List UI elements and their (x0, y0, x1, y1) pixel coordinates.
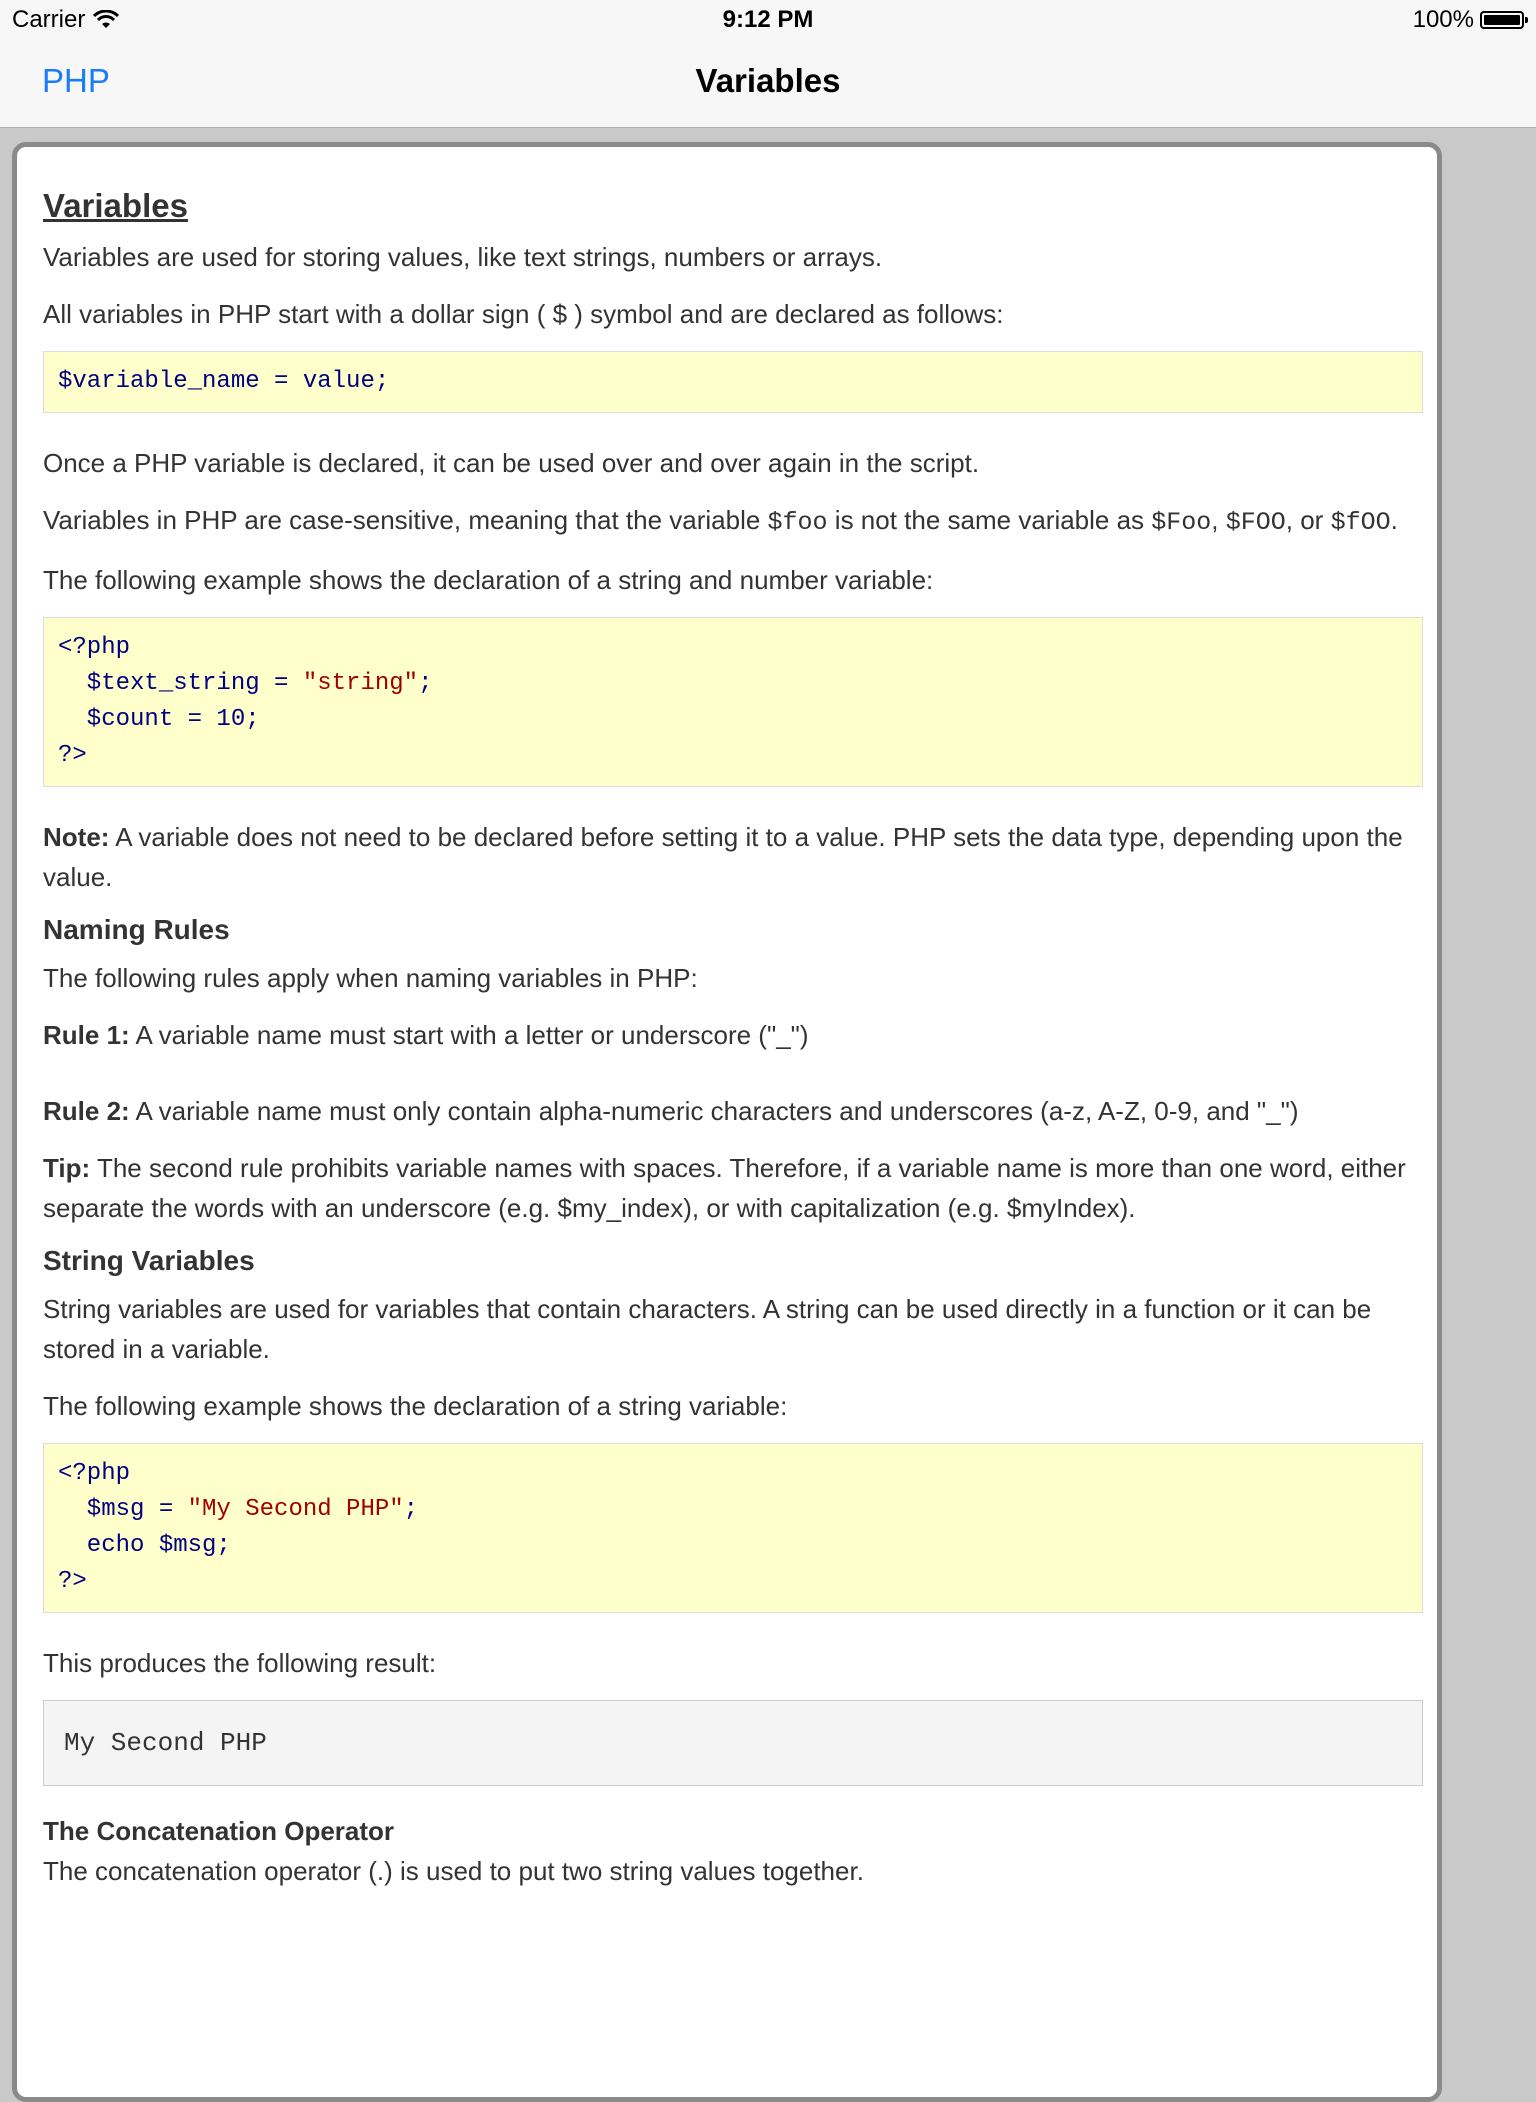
code-line: <?php (58, 634, 131, 661)
note-text: A variable does not need to be declared before setting it to a value. PHP sets the data type, depending upon the value. (43, 822, 1403, 892)
back-button[interactable]: PHP (42, 62, 110, 99)
code-block-string-number (43, 617, 1423, 787)
code-line: ; (403, 1496, 419, 1523)
code-block-string-variable (43, 1443, 1423, 1613)
text-segment: , or (1285, 505, 1331, 535)
paragraph-rule-1 (43, 1015, 1423, 1055)
page-title: Variables (695, 62, 841, 99)
naming-rules-heading: Naming Rules (43, 914, 230, 945)
paragraph-intro: Variables are used for storing values, like text strings, numbers or arrays. (43, 242, 883, 272)
tip-text: The second rule prohibits variable names with spaces. Therefore, if a variable name is more than one word, either separate the words with an underscore (e.g. $my_index), or with capitalization (e.g. $myIndex). (43, 1153, 1406, 1223)
tip-label: Tip: (43, 1153, 91, 1183)
paragraph-case-sensitive (43, 500, 1423, 543)
code-block-declaration: $variable_name = value; (43, 351, 1423, 413)
inline-code: $foo (767, 508, 828, 537)
paragraph-result-intro: This produces the following result: (43, 1648, 437, 1678)
carrier-label: Carrier (12, 6, 86, 33)
article-heading: Variables (43, 187, 188, 224)
paragraph-example-intro: The following example shows the declaration of a string and number variable: (43, 565, 934, 595)
paragraph-string-intro: String variables are used for variables that contain characters. A string can be used directly in a function or it can be stored in a variable. (43, 1294, 1372, 1364)
paragraph-string-example-intro: The following example shows the declaration of a string variable: (43, 1391, 788, 1421)
rule-2-label: Rule 2: (43, 1096, 130, 1126)
paragraph-rule-2 (43, 1091, 1423, 1131)
code-line: $text_string = (58, 670, 303, 697)
paragraph-tip (43, 1148, 1423, 1228)
rule-1-text: A variable name must start with a letter or underscore ("_") (129, 1020, 809, 1050)
output-result-block: My Second PHP (43, 1700, 1423, 1786)
code-line: $count = 10; (58, 706, 260, 733)
status-bar (0, 0, 1536, 40)
code-string: "string" (302, 670, 419, 697)
string-variables-heading: String Variables (43, 1245, 255, 1276)
paragraph-concatenation: The concatenation operator (.) is used to put two string values together. (43, 1856, 864, 1886)
code-string: "My Second PHP" (187, 1496, 404, 1523)
article-content[interactable] (43, 187, 1423, 1908)
rule-2-text: A variable name must only contain alpha-numeric characters and underscores (a-z, A-Z, 0-9, and "_") (129, 1096, 1299, 1126)
code-line: <?php (58, 1460, 131, 1487)
code-line: $msg = (58, 1496, 188, 1523)
text-segment: . (1390, 505, 1398, 535)
code-line: ?> (58, 742, 87, 769)
note-label: Note: (43, 822, 110, 852)
paragraph-naming-intro: The following rules apply when naming variables in PHP: (43, 963, 698, 993)
paragraph-dollar-sign: All variables in PHP start with a dollar sign ( $ ) symbol and are declared as follows: (43, 299, 1004, 329)
rule-1-label: Rule 1: (43, 1020, 130, 1050)
code-line: ?> (58, 1568, 87, 1595)
code-line: ; (418, 670, 433, 697)
content-card (12, 142, 1442, 2102)
text-segment: Variables in PHP are case-sensitive, meaning that the variable (43, 505, 768, 535)
battery-icon (1480, 11, 1524, 29)
inline-code: $FOO (1225, 508, 1286, 537)
inline-code: $Foo (1151, 508, 1212, 537)
battery-percent: 100% (1412, 6, 1474, 33)
status-time: 9:12 PM (722, 6, 814, 33)
inline-code: $fOO (1330, 508, 1391, 537)
code-line: echo $msg; (58, 1532, 231, 1559)
paragraph-note (43, 817, 1423, 897)
concatenation-heading: The Concatenation Operator (43, 1816, 395, 1846)
text-segment: , (1211, 505, 1226, 535)
navigation-bar (0, 40, 1536, 128)
paragraph-reuse: Once a PHP variable is declared, it can be used over and over again in the script. (43, 448, 980, 478)
battery-info (1413, 6, 1524, 34)
text-segment: is not the same variable as (827, 505, 1152, 535)
